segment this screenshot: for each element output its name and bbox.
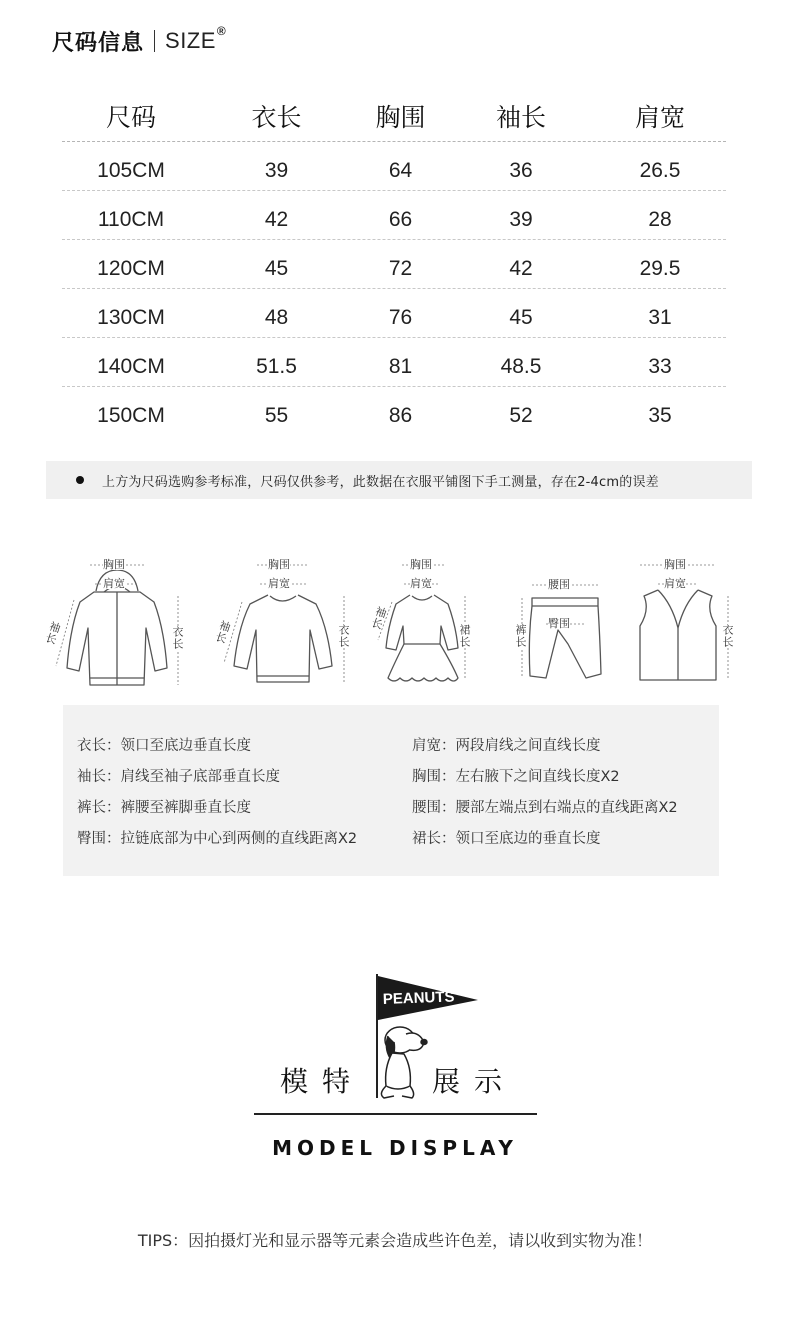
header-shoulder: 肩宽 <box>634 102 685 132</box>
sleeve-cell: 39 <box>509 208 533 231</box>
table-row <box>62 338 726 387</box>
size-cell: 105CM <box>97 159 165 182</box>
pants-diagram <box>506 548 616 693</box>
vest-length-label: 衣长 <box>721 624 734 648</box>
dress-skirt-length-label: 裙长 <box>458 624 471 648</box>
registered-mark: ® <box>216 24 226 38</box>
vest-diagram <box>628 548 740 693</box>
sleeve-cell: 45 <box>509 306 533 329</box>
jacket-chest-label: 胸围 <box>103 558 125 571</box>
table-row <box>62 387 726 435</box>
sleeve-cell: 42 <box>509 257 533 280</box>
table-row <box>62 289 726 338</box>
model-divider <box>254 1113 537 1115</box>
pennant-text: PEANUTS <box>382 988 455 1008</box>
shoulder-cell: 26.5 <box>639 159 681 182</box>
length-cell: 55 <box>264 404 289 427</box>
header-chest: 胸围 <box>375 102 426 132</box>
definition-item: 裤长：裤腰至裤脚垂直长度 <box>77 800 251 816</box>
size-cell: 130CM <box>97 306 165 329</box>
header-length: 衣长 <box>251 102 302 132</box>
pants-waist-label: 腰围 <box>548 578 570 591</box>
definition-item: 肩宽：两段肩线之间直线长度 <box>412 738 601 754</box>
sleeve-cell: 48.5 <box>500 355 542 378</box>
shoulder-cell: 31 <box>648 306 672 329</box>
note-text: 上方为尺码选购参考标准，尺码仅供参考，此数据在衣服平铺图下手工测量，存在2-4cm的误差 <box>102 474 659 490</box>
dress-chest-label: 胸围 <box>410 558 432 571</box>
table-header-row <box>62 90 726 142</box>
jacket-length-label: 衣长 <box>171 626 184 650</box>
dress-shoulder-label: 肩宽 <box>410 577 432 590</box>
length-cell: 39 <box>264 159 289 182</box>
size-cell: 150CM <box>97 404 165 427</box>
definitions-left-column <box>77 735 357 859</box>
bullet-icon <box>76 476 84 484</box>
shoulder-cell: 33 <box>648 355 672 378</box>
chest-cell: 66 <box>388 208 413 231</box>
sweater-chest-label: 胸围 <box>268 558 290 571</box>
header-size: 尺码 <box>105 102 156 132</box>
sweater-shoulder-label: 肩宽 <box>268 577 290 590</box>
measurement-definitions <box>63 705 719 876</box>
size-title-zh: 尺码信息 <box>52 30 145 56</box>
length-cell: 48 <box>264 306 289 329</box>
chest-cell: 72 <box>388 257 413 280</box>
sleeve-cell: 52 <box>509 404 533 427</box>
jacket-diagram <box>40 548 190 693</box>
shoulder-cell: 35 <box>648 404 672 427</box>
length-cell: 42 <box>264 208 289 231</box>
sweater-length-label: 衣长 <box>337 624 350 648</box>
chest-cell: 76 <box>388 306 413 329</box>
size-cell: 140CM <box>97 355 165 378</box>
table-row <box>62 191 726 240</box>
size-table <box>62 90 726 435</box>
size-title-en: SIZE <box>165 28 216 53</box>
length-cell: 45 <box>264 257 289 280</box>
sleeve-cell: 36 <box>509 159 533 182</box>
definition-item: 袖长：肩线至袖子底部垂直长度 <box>77 769 280 785</box>
measurement-note <box>46 461 752 499</box>
jacket-shoulder-label: 肩宽 <box>103 577 125 590</box>
size-cell: 110CM <box>97 208 165 231</box>
shoulder-cell: 29.5 <box>639 257 681 280</box>
vest-shoulder-label: 肩宽 <box>664 577 686 590</box>
table-row <box>62 240 726 289</box>
jacket-sleeve-label: 袖长 <box>42 619 63 647</box>
header-sleeve: 袖长 <box>495 102 546 132</box>
dress-sleeve-label: 袖长 <box>368 604 389 632</box>
dress-diagram <box>366 548 486 693</box>
definition-item: 衣长：领口至底边垂直长度 <box>77 738 251 754</box>
shoulder-cell: 28 <box>648 208 672 231</box>
title-divider <box>154 30 155 52</box>
vest-chest-label: 胸围 <box>664 558 686 571</box>
sweater-sleeve-label: 袖长 <box>212 618 233 646</box>
definition-item: 臀围：拉链底部为中心到两侧的直线距离X2 <box>77 831 358 847</box>
length-cell: 51.5 <box>256 355 297 378</box>
pants-length-label: 裤长 <box>514 624 527 648</box>
table-row <box>62 142 726 191</box>
size-info-header <box>52 24 226 58</box>
color-tips: TIPS：因拍摄灯光和显示器等元素会造成些许色差，请以收到实物为准！ <box>137 1231 653 1250</box>
chest-cell: 81 <box>388 355 413 378</box>
definition-item: 胸围：左右腋下之间直线长度X2 <box>412 769 620 785</box>
definitions-right-column <box>412 735 678 859</box>
size-cell: 120CM <box>97 257 165 280</box>
definition-item: 裙长：领口至底边的垂直长度 <box>412 831 601 847</box>
model-title-zh-right: 展示 <box>432 1065 517 1098</box>
chest-cell: 86 <box>388 404 413 427</box>
pants-hip-label: 臀围 <box>548 617 570 630</box>
model-title-en: MODEL DISPLAY <box>272 1136 518 1160</box>
model-title-zh-left: 模特 <box>280 1065 365 1098</box>
chest-cell: 64 <box>388 159 413 182</box>
sweater-diagram <box>212 548 362 693</box>
definition-item: 腰围：腰部左端点到右端点的直线距离X2 <box>412 800 678 816</box>
